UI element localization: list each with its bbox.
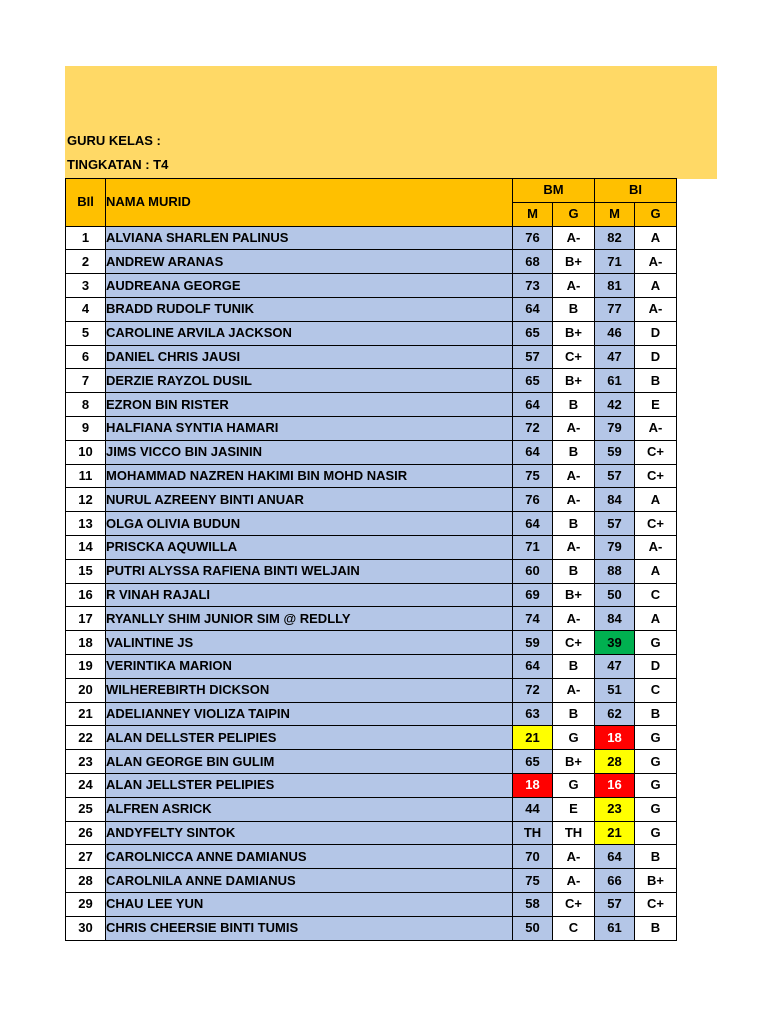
bi-mark: 84: [595, 607, 635, 631]
student-name: DANIEL CHRIS JAUSI: [106, 345, 513, 369]
table-row: [66, 583, 677, 607]
student-name: CAROLNILA ANNE DAMIANUS: [106, 869, 513, 893]
bi-mark: 42: [595, 393, 635, 417]
student-name: BRADD RUDOLF TUNIK: [106, 297, 513, 321]
bi-grade: A: [635, 226, 677, 250]
table-row: [66, 892, 677, 916]
row-number: 15: [66, 559, 106, 583]
bi-mark-header: M: [595, 202, 635, 226]
bm-grade: A-: [553, 845, 595, 869]
table-row: [66, 869, 677, 893]
row-number: 13: [66, 512, 106, 536]
bi-grade: A: [635, 559, 677, 583]
bm-grade: G: [553, 726, 595, 750]
bi-grade: C+: [635, 512, 677, 536]
table-row: [66, 369, 677, 393]
bi-mark: 64: [595, 845, 635, 869]
bi-mark: 18: [595, 726, 635, 750]
student-name: MOHAMMAD NAZREN HAKIMI BIN MOHD NASIR: [106, 464, 513, 488]
table-row: [66, 488, 677, 512]
table-row: [66, 678, 677, 702]
student-name: WILHEREBIRTH DICKSON: [106, 678, 513, 702]
bm-grade: B: [553, 297, 595, 321]
bil-header: BIl: [66, 179, 106, 227]
bi-grade: G: [635, 773, 677, 797]
bm-grade: B: [553, 393, 595, 417]
bi-mark: 50: [595, 583, 635, 607]
table-row: [66, 512, 677, 536]
row-number: 22: [66, 726, 106, 750]
table-row: [66, 797, 677, 821]
bi-mark: 79: [595, 535, 635, 559]
bi-grade: B: [635, 369, 677, 393]
student-name: R VINAH RAJALI: [106, 583, 513, 607]
guru-kelas-label: GURU KELAS :: [67, 133, 161, 148]
bi-grade: G: [635, 631, 677, 655]
bi-grade: B: [635, 916, 677, 940]
table-row: [66, 321, 677, 345]
bm-mark: 64: [513, 654, 553, 678]
bm-mark: 64: [513, 440, 553, 464]
student-name: EZRON BIN RISTER: [106, 393, 513, 417]
student-name: ADELIANNEY VIOLIZA TAIPIN: [106, 702, 513, 726]
bm-mark: 75: [513, 869, 553, 893]
bi-grade: C: [635, 583, 677, 607]
student-name: ALAN JELLSTER PELIPIES: [106, 773, 513, 797]
bm-grade: B: [553, 440, 595, 464]
table-row: [66, 393, 677, 417]
bm-mark: 76: [513, 226, 553, 250]
bi-mark: 28: [595, 750, 635, 774]
student-name: RYANLLY SHIM JUNIOR SIM @ REDLLY: [106, 607, 513, 631]
bm-mark: 59: [513, 631, 553, 655]
bi-mark: 57: [595, 512, 635, 536]
bm-grade: A-: [553, 678, 595, 702]
bi-grade: C+: [635, 892, 677, 916]
bm-grade: A-: [553, 535, 595, 559]
bi-mark: 66: [595, 869, 635, 893]
row-number: 9: [66, 416, 106, 440]
bm-mark: 74: [513, 607, 553, 631]
bm-mark: 75: [513, 464, 553, 488]
bi-mark: 61: [595, 369, 635, 393]
bi-grade: C+: [635, 440, 677, 464]
bi-mark: 57: [595, 892, 635, 916]
table-row: [66, 607, 677, 631]
tingkatan-label: TINGKATAN : T4: [67, 157, 169, 172]
table-row: [66, 226, 677, 250]
row-number: 4: [66, 297, 106, 321]
bm-grade: A-: [553, 607, 595, 631]
bi-grade: B+: [635, 869, 677, 893]
student-name: AUDREANA GEORGE: [106, 274, 513, 298]
table-row: [66, 440, 677, 464]
student-name: VERINTIKA MARION: [106, 654, 513, 678]
bm-mark: 58: [513, 892, 553, 916]
bm-mark: TH: [513, 821, 553, 845]
row-number: 6: [66, 345, 106, 369]
table-row: [66, 464, 677, 488]
bi-grade: D: [635, 654, 677, 678]
row-number: 16: [66, 583, 106, 607]
bm-mark: 72: [513, 416, 553, 440]
row-number: 26: [66, 821, 106, 845]
bi-mark: 82: [595, 226, 635, 250]
table-row: [66, 702, 677, 726]
table-row: [66, 916, 677, 940]
student-name: CHAU LEE YUN: [106, 892, 513, 916]
table-body: [66, 226, 677, 940]
bm-mark: 73: [513, 274, 553, 298]
table-row: [66, 773, 677, 797]
bm-grade: B+: [553, 321, 595, 345]
bm-grade: B: [553, 512, 595, 536]
bi-mark: 47: [595, 345, 635, 369]
bi-grade: C+: [635, 464, 677, 488]
table-row: [66, 274, 677, 298]
student-name: DERZIE RAYZOL DUSIL: [106, 369, 513, 393]
bm-grade: B+: [553, 250, 595, 274]
bm-grade: B+: [553, 369, 595, 393]
bi-grade: A-: [635, 535, 677, 559]
table-row: [66, 654, 677, 678]
student-name: OLGA OLIVIA BUDUN: [106, 512, 513, 536]
bi-mark: 71: [595, 250, 635, 274]
bm-mark: 44: [513, 797, 553, 821]
bi-mark: 59: [595, 440, 635, 464]
bi-mark: 23: [595, 797, 635, 821]
bm-mark: 72: [513, 678, 553, 702]
bm-mark: 63: [513, 702, 553, 726]
student-name: NURUL AZREENY BINTI ANUAR: [106, 488, 513, 512]
row-number: 21: [66, 702, 106, 726]
row-number: 24: [66, 773, 106, 797]
bi-grade: C: [635, 678, 677, 702]
bi-grade-header: G: [635, 202, 677, 226]
bi-grade: G: [635, 821, 677, 845]
table-row: [66, 750, 677, 774]
student-name: CHRIS CHEERSIE BINTI TUMIS: [106, 916, 513, 940]
bm-grade: A-: [553, 274, 595, 298]
student-name: PUTRI ALYSSA RAFIENA BINTI WELJAIN: [106, 559, 513, 583]
bi-grade: G: [635, 726, 677, 750]
bi-grade: G: [635, 750, 677, 774]
row-number: 19: [66, 654, 106, 678]
bm-mark: 70: [513, 845, 553, 869]
bm-mark: 68: [513, 250, 553, 274]
nama-murid-header: NAMA MURID: [106, 179, 513, 227]
bi-mark: 21: [595, 821, 635, 845]
row-number: 17: [66, 607, 106, 631]
bm-grade: C: [553, 916, 595, 940]
student-name: CAROLNICCA ANNE DAMIANUS: [106, 845, 513, 869]
bm-grade: B+: [553, 750, 595, 774]
bm-grade: E: [553, 797, 595, 821]
bm-mark: 57: [513, 345, 553, 369]
bm-mark: 21: [513, 726, 553, 750]
bi-mark: 51: [595, 678, 635, 702]
bi-grade: A-: [635, 416, 677, 440]
student-name: JIMS VICCO BIN JASININ: [106, 440, 513, 464]
bi-mark: 79: [595, 416, 635, 440]
table-row: [66, 631, 677, 655]
student-name: ALFREN ASRICK: [106, 797, 513, 821]
bm-grade-header: G: [553, 202, 595, 226]
bm-mark: 18: [513, 773, 553, 797]
bi-mark: 47: [595, 654, 635, 678]
row-number: 5: [66, 321, 106, 345]
bm-mark: 65: [513, 750, 553, 774]
bi-grade: D: [635, 345, 677, 369]
bm-mark: 65: [513, 369, 553, 393]
subject-bi-header: BI: [595, 179, 677, 203]
row-number: 12: [66, 488, 106, 512]
bm-mark: 64: [513, 512, 553, 536]
row-number: 30: [66, 916, 106, 940]
bi-mark: 46: [595, 321, 635, 345]
subject-bm-header: BM: [513, 179, 595, 203]
bi-mark: 84: [595, 488, 635, 512]
bm-mark: 64: [513, 297, 553, 321]
student-name: ALAN GEORGE BIN GULIM: [106, 750, 513, 774]
bi-mark: 57: [595, 464, 635, 488]
student-name: HALFIANA SYNTIA HAMARI: [106, 416, 513, 440]
row-number: 29: [66, 892, 106, 916]
table-row: [66, 559, 677, 583]
bi-grade: A-: [635, 250, 677, 274]
row-number: 28: [66, 869, 106, 893]
bm-mark: 64: [513, 393, 553, 417]
bi-grade: B: [635, 845, 677, 869]
row-number: 20: [66, 678, 106, 702]
row-number: 18: [66, 631, 106, 655]
bi-mark: 39: [595, 631, 635, 655]
bi-grade: A: [635, 607, 677, 631]
bi-mark: 77: [595, 297, 635, 321]
marks-table: [65, 178, 677, 941]
table-row: [66, 821, 677, 845]
bm-grade: G: [553, 773, 595, 797]
table-row: [66, 845, 677, 869]
bm-grade: TH: [553, 821, 595, 845]
table-row: [66, 345, 677, 369]
student-name: ANDREW ARANAS: [106, 250, 513, 274]
bm-grade: C+: [553, 345, 595, 369]
bm-mark: 76: [513, 488, 553, 512]
row-number: 7: [66, 369, 106, 393]
row-number: 1: [66, 226, 106, 250]
row-number: 8: [66, 393, 106, 417]
bm-grade: A-: [553, 226, 595, 250]
bi-grade: B: [635, 702, 677, 726]
bm-grade: C+: [553, 631, 595, 655]
table-row: [66, 416, 677, 440]
row-number: 2: [66, 250, 106, 274]
student-name: ANDYFELTY SINTOK: [106, 821, 513, 845]
table-row: [66, 726, 677, 750]
student-name: CAROLINE ARVILA JACKSON: [106, 321, 513, 345]
row-number: 3: [66, 274, 106, 298]
bi-grade: E: [635, 393, 677, 417]
bm-mark: 60: [513, 559, 553, 583]
table-row: [66, 250, 677, 274]
bm-grade: C+: [553, 892, 595, 916]
bi-grade: A: [635, 274, 677, 298]
bi-grade: G: [635, 797, 677, 821]
student-name: VALINTINE JS: [106, 631, 513, 655]
bi-mark: 81: [595, 274, 635, 298]
bm-grade: A-: [553, 464, 595, 488]
bi-grade: A: [635, 488, 677, 512]
bm-grade: A-: [553, 869, 595, 893]
bm-grade: B: [553, 559, 595, 583]
bm-mark: 50: [513, 916, 553, 940]
bi-mark: 62: [595, 702, 635, 726]
bm-mark: 69: [513, 583, 553, 607]
student-name: PRISCKA AQUWILLA: [106, 535, 513, 559]
row-number: 11: [66, 464, 106, 488]
student-name: ALVIANA SHARLEN PALINUS: [106, 226, 513, 250]
bm-mark: 65: [513, 321, 553, 345]
bi-grade: D: [635, 321, 677, 345]
bm-grade: B: [553, 702, 595, 726]
row-number: 25: [66, 797, 106, 821]
bm-grade: A-: [553, 488, 595, 512]
bm-mark: 71: [513, 535, 553, 559]
bi-mark: 16: [595, 773, 635, 797]
bi-grade: A-: [635, 297, 677, 321]
bm-grade: B: [553, 654, 595, 678]
bi-mark: 61: [595, 916, 635, 940]
bm-mark-header: M: [513, 202, 553, 226]
row-number: 14: [66, 535, 106, 559]
row-number: 27: [66, 845, 106, 869]
table-row: [66, 535, 677, 559]
table-row: [66, 297, 677, 321]
bi-mark: 88: [595, 559, 635, 583]
bm-grade: B+: [553, 583, 595, 607]
row-number: 10: [66, 440, 106, 464]
row-number: 23: [66, 750, 106, 774]
student-name: ALAN DELLSTER PELIPIES: [106, 726, 513, 750]
bm-grade: A-: [553, 416, 595, 440]
